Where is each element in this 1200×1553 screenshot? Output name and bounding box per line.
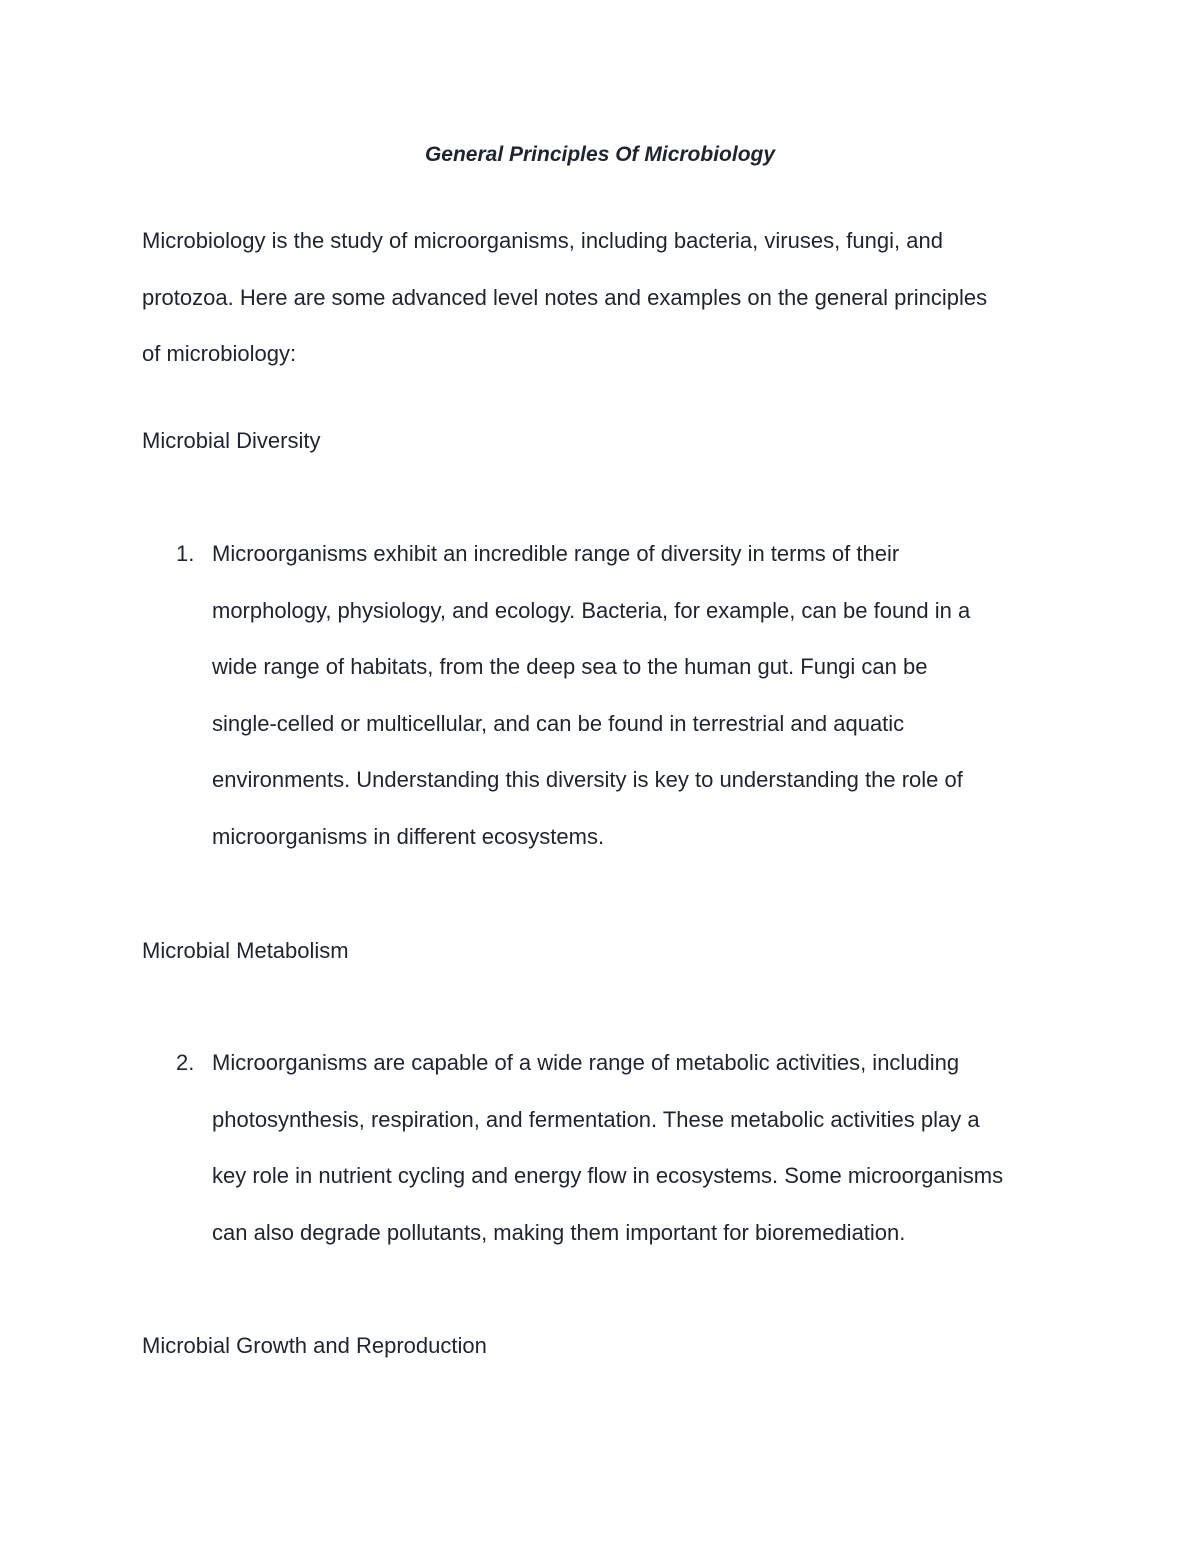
section-heading-metabolism: Microbial Metabolism xyxy=(142,938,349,963)
list-number: 1. xyxy=(176,541,195,566)
list-item-text xyxy=(212,526,1082,865)
list-line: Microorganisms are capable of a wide range of metabolic activities, including xyxy=(212,1050,960,1075)
intro-line: of microbiology: xyxy=(142,341,297,366)
list-line: can also degrade pollutants, making them important for bioremediation. xyxy=(212,1219,906,1245)
document-title: General Principles Of Microbiology xyxy=(424,143,776,166)
list-item-text xyxy=(212,1035,1082,1261)
list-line: Microorganisms exhibit an incredible range of diversity in terms of their xyxy=(212,541,900,566)
intro-line: protozoa. Here are some advanced level notes and examples on the general principles xyxy=(142,284,988,310)
list-line: environments. Understanding this diversity is key to understanding the role of xyxy=(212,767,963,792)
list-line: microorganisms in different ecosystems. xyxy=(212,823,605,849)
intro-paragraph xyxy=(142,213,1062,383)
list-line: single-celled or multicellular, and can be found in terrestrial and aquatic xyxy=(212,710,905,736)
intro-line: Microbiology is the study of microorganisms, including bacteria, viruses, fungi, and xyxy=(142,228,943,253)
section-heading-diversity: Microbial Diversity xyxy=(142,428,321,453)
list-line: photosynthesis, respiration, and fermentation. These metabolic activities play a xyxy=(212,1106,980,1132)
list-line: morphology, physiology, and ecology. Bacteria, for example, can be found in a xyxy=(212,597,971,623)
list-line: key role in nutrient cycling and energy flow in ecosystems. Some microorganisms xyxy=(212,1163,1004,1188)
list-line: wide range of habitats, from the deep sea to the human gut. Fungi can be xyxy=(212,654,928,679)
list-number: 2. xyxy=(176,1050,195,1075)
section-heading-growth: Microbial Growth and Reproduction xyxy=(142,1333,487,1358)
